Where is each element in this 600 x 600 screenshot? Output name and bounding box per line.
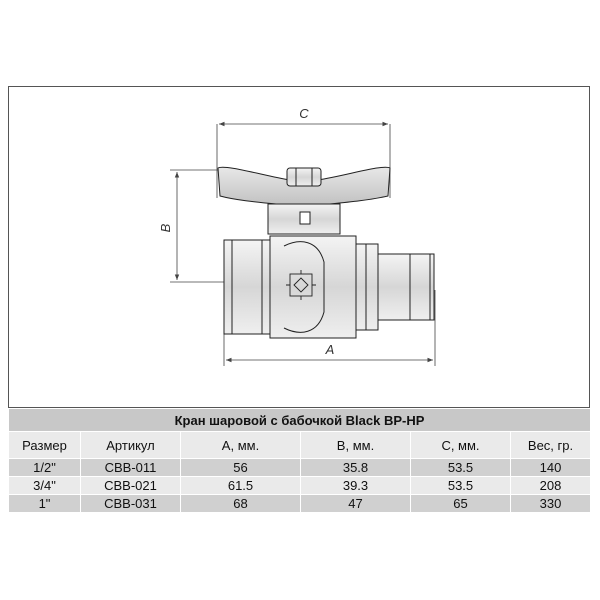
table-header-row [9,432,591,459]
column-header-c: С, мм. [411,432,511,459]
cell-article: CBB-021 [81,477,181,495]
dimension-c-label: C [299,106,309,121]
table-row [9,477,591,495]
column-header-b: В, мм. [301,432,411,459]
table-row [9,495,591,513]
right-nut [356,244,378,330]
cell-b: 35.8 [301,459,411,477]
cell-article: CBB-031 [81,495,181,513]
dimension-b-label: B [158,223,173,233]
dimension-a-label: A [325,342,335,357]
table-title: Кран шаровой с бабочкой Black BP-HP [9,409,591,432]
cell-article: CBB-011 [81,459,181,477]
cell-c: 65 [411,495,511,513]
column-header-weight: Вес, гр. [511,432,591,459]
column-header-a: А, мм. [181,432,301,459]
right-connector [378,254,434,320]
left-connector [224,240,270,334]
column-header-article: Артикул [81,432,181,459]
cell-size: 1" [9,495,81,513]
cell-size: 3/4" [9,477,81,495]
spec-table [8,408,591,513]
cell-weight: 330 [511,495,591,513]
cell-a: 68 [181,495,301,513]
cell-c: 53.5 [411,477,511,495]
valve-body [270,236,356,338]
cell-a: 56 [181,459,301,477]
cell-c: 53.5 [411,459,511,477]
table-row [9,459,591,477]
cell-b: 47 [301,495,411,513]
cell-a: 61.5 [181,477,301,495]
column-header-size: Размер [9,432,81,459]
cell-weight: 208 [511,477,591,495]
cell-b: 39.3 [301,477,411,495]
handle-nut [287,168,321,186]
cell-weight: 140 [511,459,591,477]
cell-size: 1/2" [9,459,81,477]
valve-technical-drawing [8,86,590,408]
